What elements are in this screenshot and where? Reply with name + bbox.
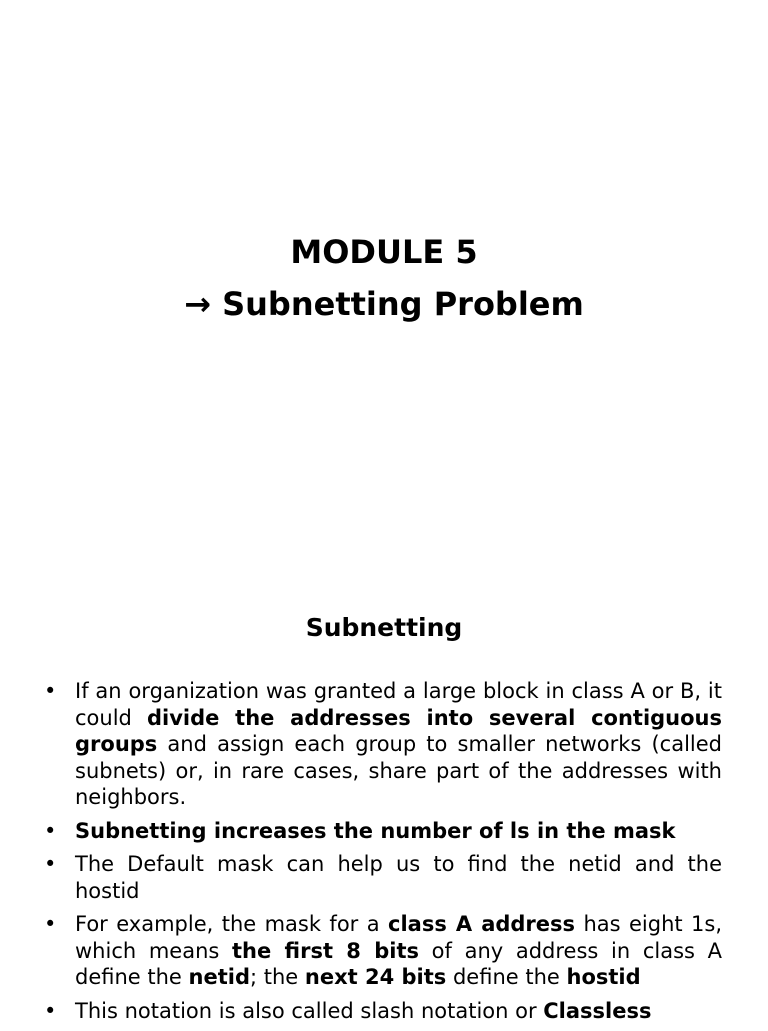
bullet-bold-text: Classless (543, 998, 652, 1023)
bullet-bold-text: hostid (566, 965, 641, 989)
bullet-text: ; the (250, 965, 305, 989)
arrow-icon: → (184, 285, 211, 323)
content-slide (0, 576, 768, 1024)
bullet-item (44, 911, 722, 991)
bullet-bold-text: Subnetting increases the number of ls in the mask (75, 818, 676, 843)
module-title: MODULE 5 (290, 233, 478, 271)
bullet-bold-text: divide the addresses into several contiguous groups (75, 705, 722, 756)
bullet-item (44, 818, 722, 845)
bullet-bold-text: the first 8 bits (232, 938, 419, 963)
module-subtitle (0, 284, 768, 324)
bullet-list (44, 678, 722, 1031)
bullet-text: If an organization was granted a large block in class A or B, it could (75, 679, 722, 730)
bullet-item (44, 998, 722, 1025)
bullet-bold-text: netid (188, 965, 250, 989)
bullet-dot-icon: • (44, 679, 57, 703)
slide-heading: Subnetting (305, 613, 463, 642)
bullet-bold-text: class A address (388, 912, 576, 936)
bullet-text: This notation is also called slash notation or (75, 998, 544, 1023)
bullet-text: and assign each group to smaller networks (called subnets) or, in rare cases, share part of the addresses with neighbors. (75, 732, 722, 809)
bullet-text: For example, the mask for a (75, 912, 389, 936)
bullet-text: of any address in class A define the (75, 938, 722, 989)
bullet-dot-icon: • (44, 998, 57, 1023)
subtitle-text: Subnetting Problem (222, 285, 584, 323)
bullet-item (44, 678, 722, 811)
bullet-text: has eight 1s, which means (75, 912, 723, 963)
bullet-dot-icon: • (44, 818, 57, 843)
bullet-text: The Default mask can help us to find the netid and the hostid (75, 852, 722, 903)
bullet-bold-text: next 24 bits (304, 965, 447, 989)
bullet-dot-icon: • (44, 852, 57, 876)
bullet-dot-icon: • (44, 912, 57, 936)
bullet-item (44, 851, 722, 904)
bullet-text: define the (446, 965, 567, 989)
